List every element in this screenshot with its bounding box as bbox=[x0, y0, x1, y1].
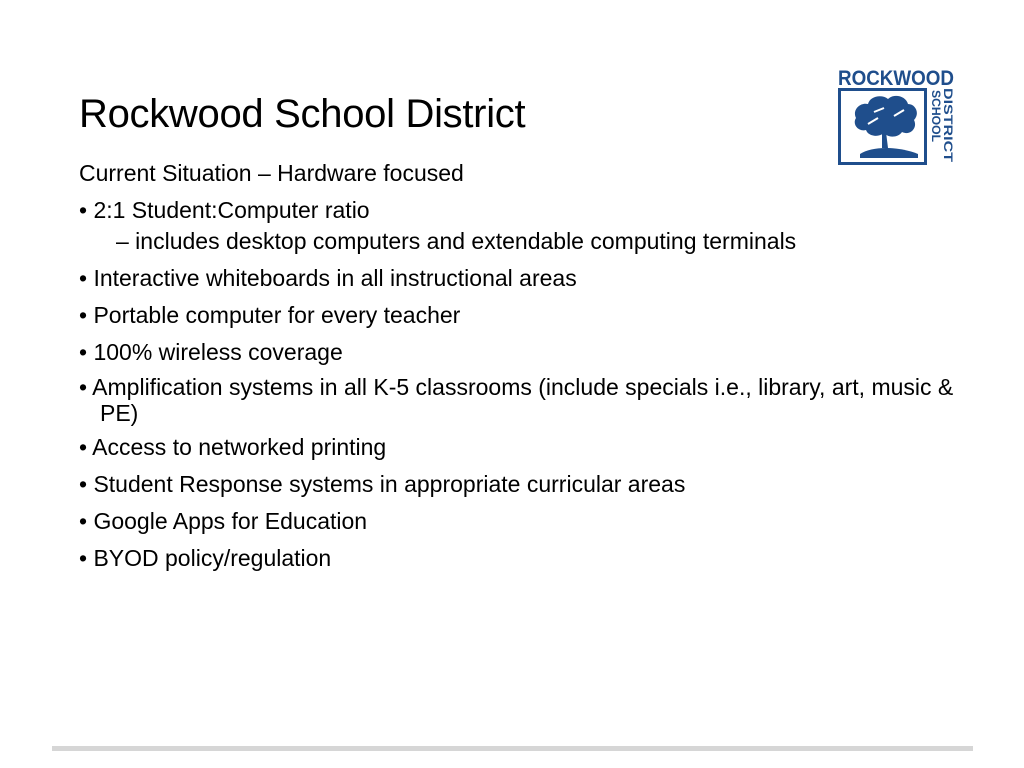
bullet-item: • Student Response systems in appropriate curricular areas bbox=[79, 471, 686, 497]
district-logo bbox=[838, 66, 956, 166]
slide-body bbox=[79, 158, 989, 574]
bullet-item: • Google Apps for Education bbox=[79, 508, 368, 534]
logo-side-text-school: SCHOOL bbox=[929, 90, 941, 140]
bullet-item: • 100% wireless coverage bbox=[79, 339, 343, 365]
sub-bullet-item: – includes desktop computers and extendable computing terminals bbox=[116, 228, 797, 254]
logo-graphic bbox=[838, 66, 956, 166]
bullet-item: • Portable computer for every teacher bbox=[79, 302, 461, 328]
footer-divider bbox=[52, 746, 973, 751]
bullet-item: • BYOD policy/regulation bbox=[79, 545, 332, 571]
bullet-item: • Access to networked printing bbox=[79, 434, 387, 460]
body-subtitle: Current Situation – Hardware focused bbox=[79, 160, 464, 186]
logo-top-text: ROCKWOOD bbox=[838, 67, 954, 90]
logo-side-text-district: DISTRICT bbox=[941, 88, 953, 142]
bullet-item: • Interactive whiteboards in all instructional areas bbox=[79, 265, 577, 291]
bullet-item: • 2:1 Student:Computer ratio bbox=[79, 197, 370, 223]
slide-title: Rockwood School District bbox=[79, 92, 526, 136]
tree-icon bbox=[855, 96, 918, 158]
bullet-item: • Amplification systems in all K-5 classrooms (include specials i.e., library, art, music & PE) bbox=[79, 374, 954, 426]
